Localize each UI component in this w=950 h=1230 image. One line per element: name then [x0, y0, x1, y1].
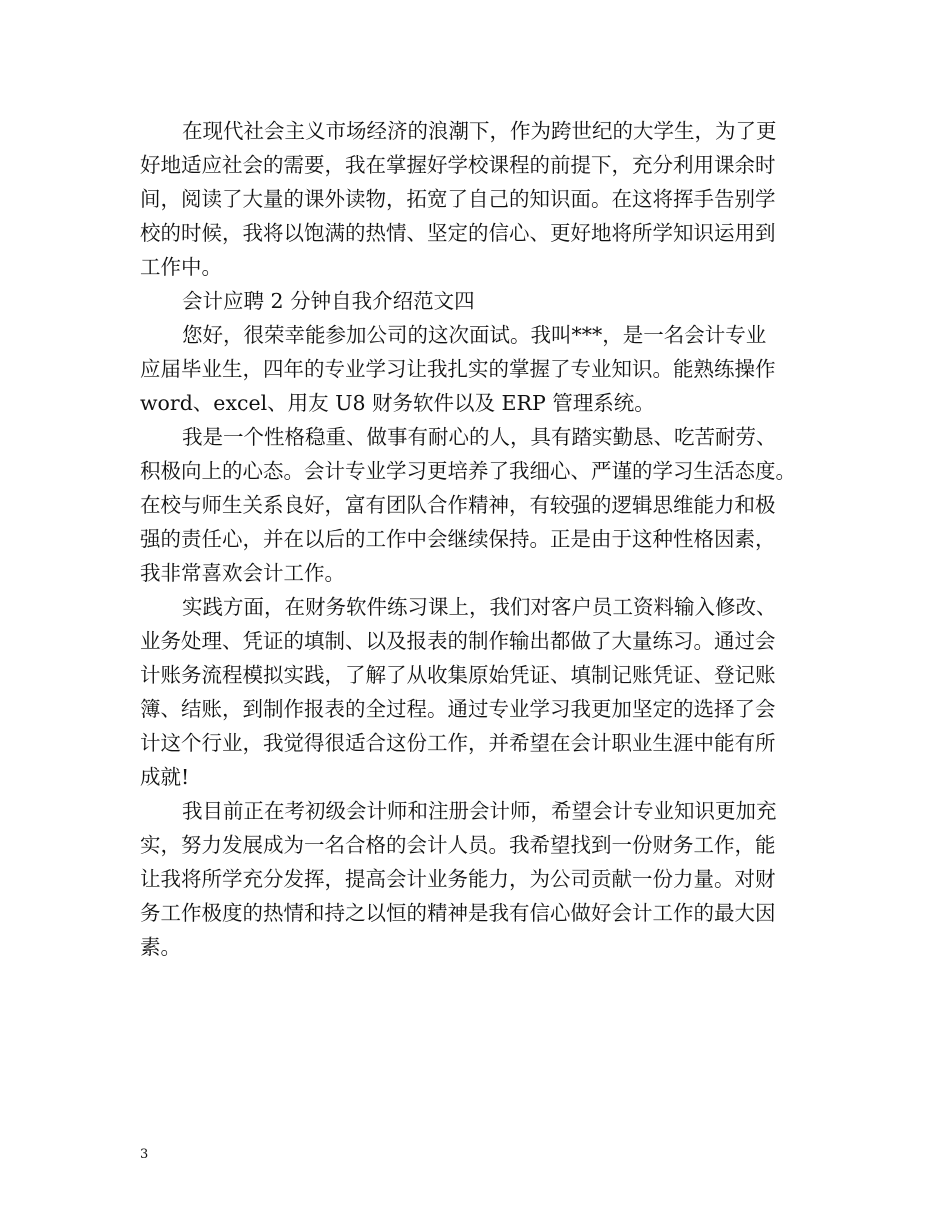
paragraph-goals — [140, 794, 830, 964]
heading-text: 会计应聘 2 分钟自我介绍范文四 — [182, 289, 475, 313]
text-line: 簿、结账，到制作报表的全过程。通过专业学习我更加坚定的选择了会 — [140, 697, 776, 721]
text-line: 校的时候，我将以饱满的热情、坚定的信心、更好地将所学知识运用到 — [140, 221, 776, 245]
section-heading — [140, 284, 830, 318]
paragraph-intro — [140, 114, 830, 284]
document-body — [140, 114, 830, 964]
text-line: 工作中。 — [140, 255, 222, 279]
text-line: 让我将所学充分发挥，提高会计业务能力，为公司贡献一份力量。对财 — [140, 867, 776, 891]
text-line: 实，努力发展成为一名合格的会计人员。我希望找到一份财务工作，能 — [140, 833, 776, 857]
text-line: 强的责任心，并在以后的工作中会继续保持。正是由于这种性格因素， — [140, 527, 776, 551]
text-line: 您好，很荣幸能参加公司的这次面试。我叫***，是一名会计专业 — [182, 323, 767, 347]
text-line: 间，阅读了大量的课外读物，拓宽了自己的知识面。在这将挥手告别学 — [140, 187, 776, 211]
paragraph-personality — [140, 420, 830, 590]
text-line: 业务处理、凭证的填制、以及报表的制作输出都做了大量练习。通过会 — [140, 629, 776, 653]
text-line: 务工作极度的热情和持之以恒的精神是我有信心做好会计工作的最大因 — [140, 901, 776, 925]
text-line: 好地适应社会的需要，我在掌握好学校课程的前提下，充分利用课余时 — [140, 153, 776, 177]
text-line: word、excel、用友 U8 财务软件以及 ERP 管理系统。 — [140, 391, 655, 415]
paragraph-greeting — [140, 318, 830, 420]
paragraph-practice — [140, 590, 830, 794]
text-line: 在校与师生关系良好，富有团队合作精神，有较强的逻辑思维能力和极 — [140, 493, 776, 517]
text-line: 积极向上的心态。会计专业学习更培养了我细心、严谨的学习生活态度。 — [140, 459, 796, 483]
text-line: 我非常喜欢会计工作。 — [140, 561, 345, 585]
text-line: 计账务流程模拟实践，了解了从收集原始凭证、填制记账凭证、登记账 — [140, 663, 776, 687]
text-line: 计这个行业，我觉得很适合这份工作，并希望在会计职业生涯中能有所 — [140, 731, 776, 755]
text-line: 成就! — [140, 765, 190, 789]
text-line: 在现代社会主义市场经济的浪潮下，作为跨世纪的大学生，为了更 — [182, 119, 777, 143]
text-line: 应届毕业生，四年的专业学习让我扎实的掌握了专业知识。能熟练操作 — [140, 357, 776, 381]
page-number: 3 — [140, 1147, 149, 1162]
text-line: 实践方面，在财务软件练习课上，我们对客户员工资料输入修改、 — [182, 595, 777, 619]
text-line: 我是一个性格稳重、做事有耐心的人，具有踏实勤恳、吃苦耐劳、 — [182, 425, 777, 449]
text-line: 我目前正在考初级会计师和注册会计师，希望会计专业知识更加充 — [182, 799, 777, 823]
text-line: 素。 — [140, 935, 181, 959]
